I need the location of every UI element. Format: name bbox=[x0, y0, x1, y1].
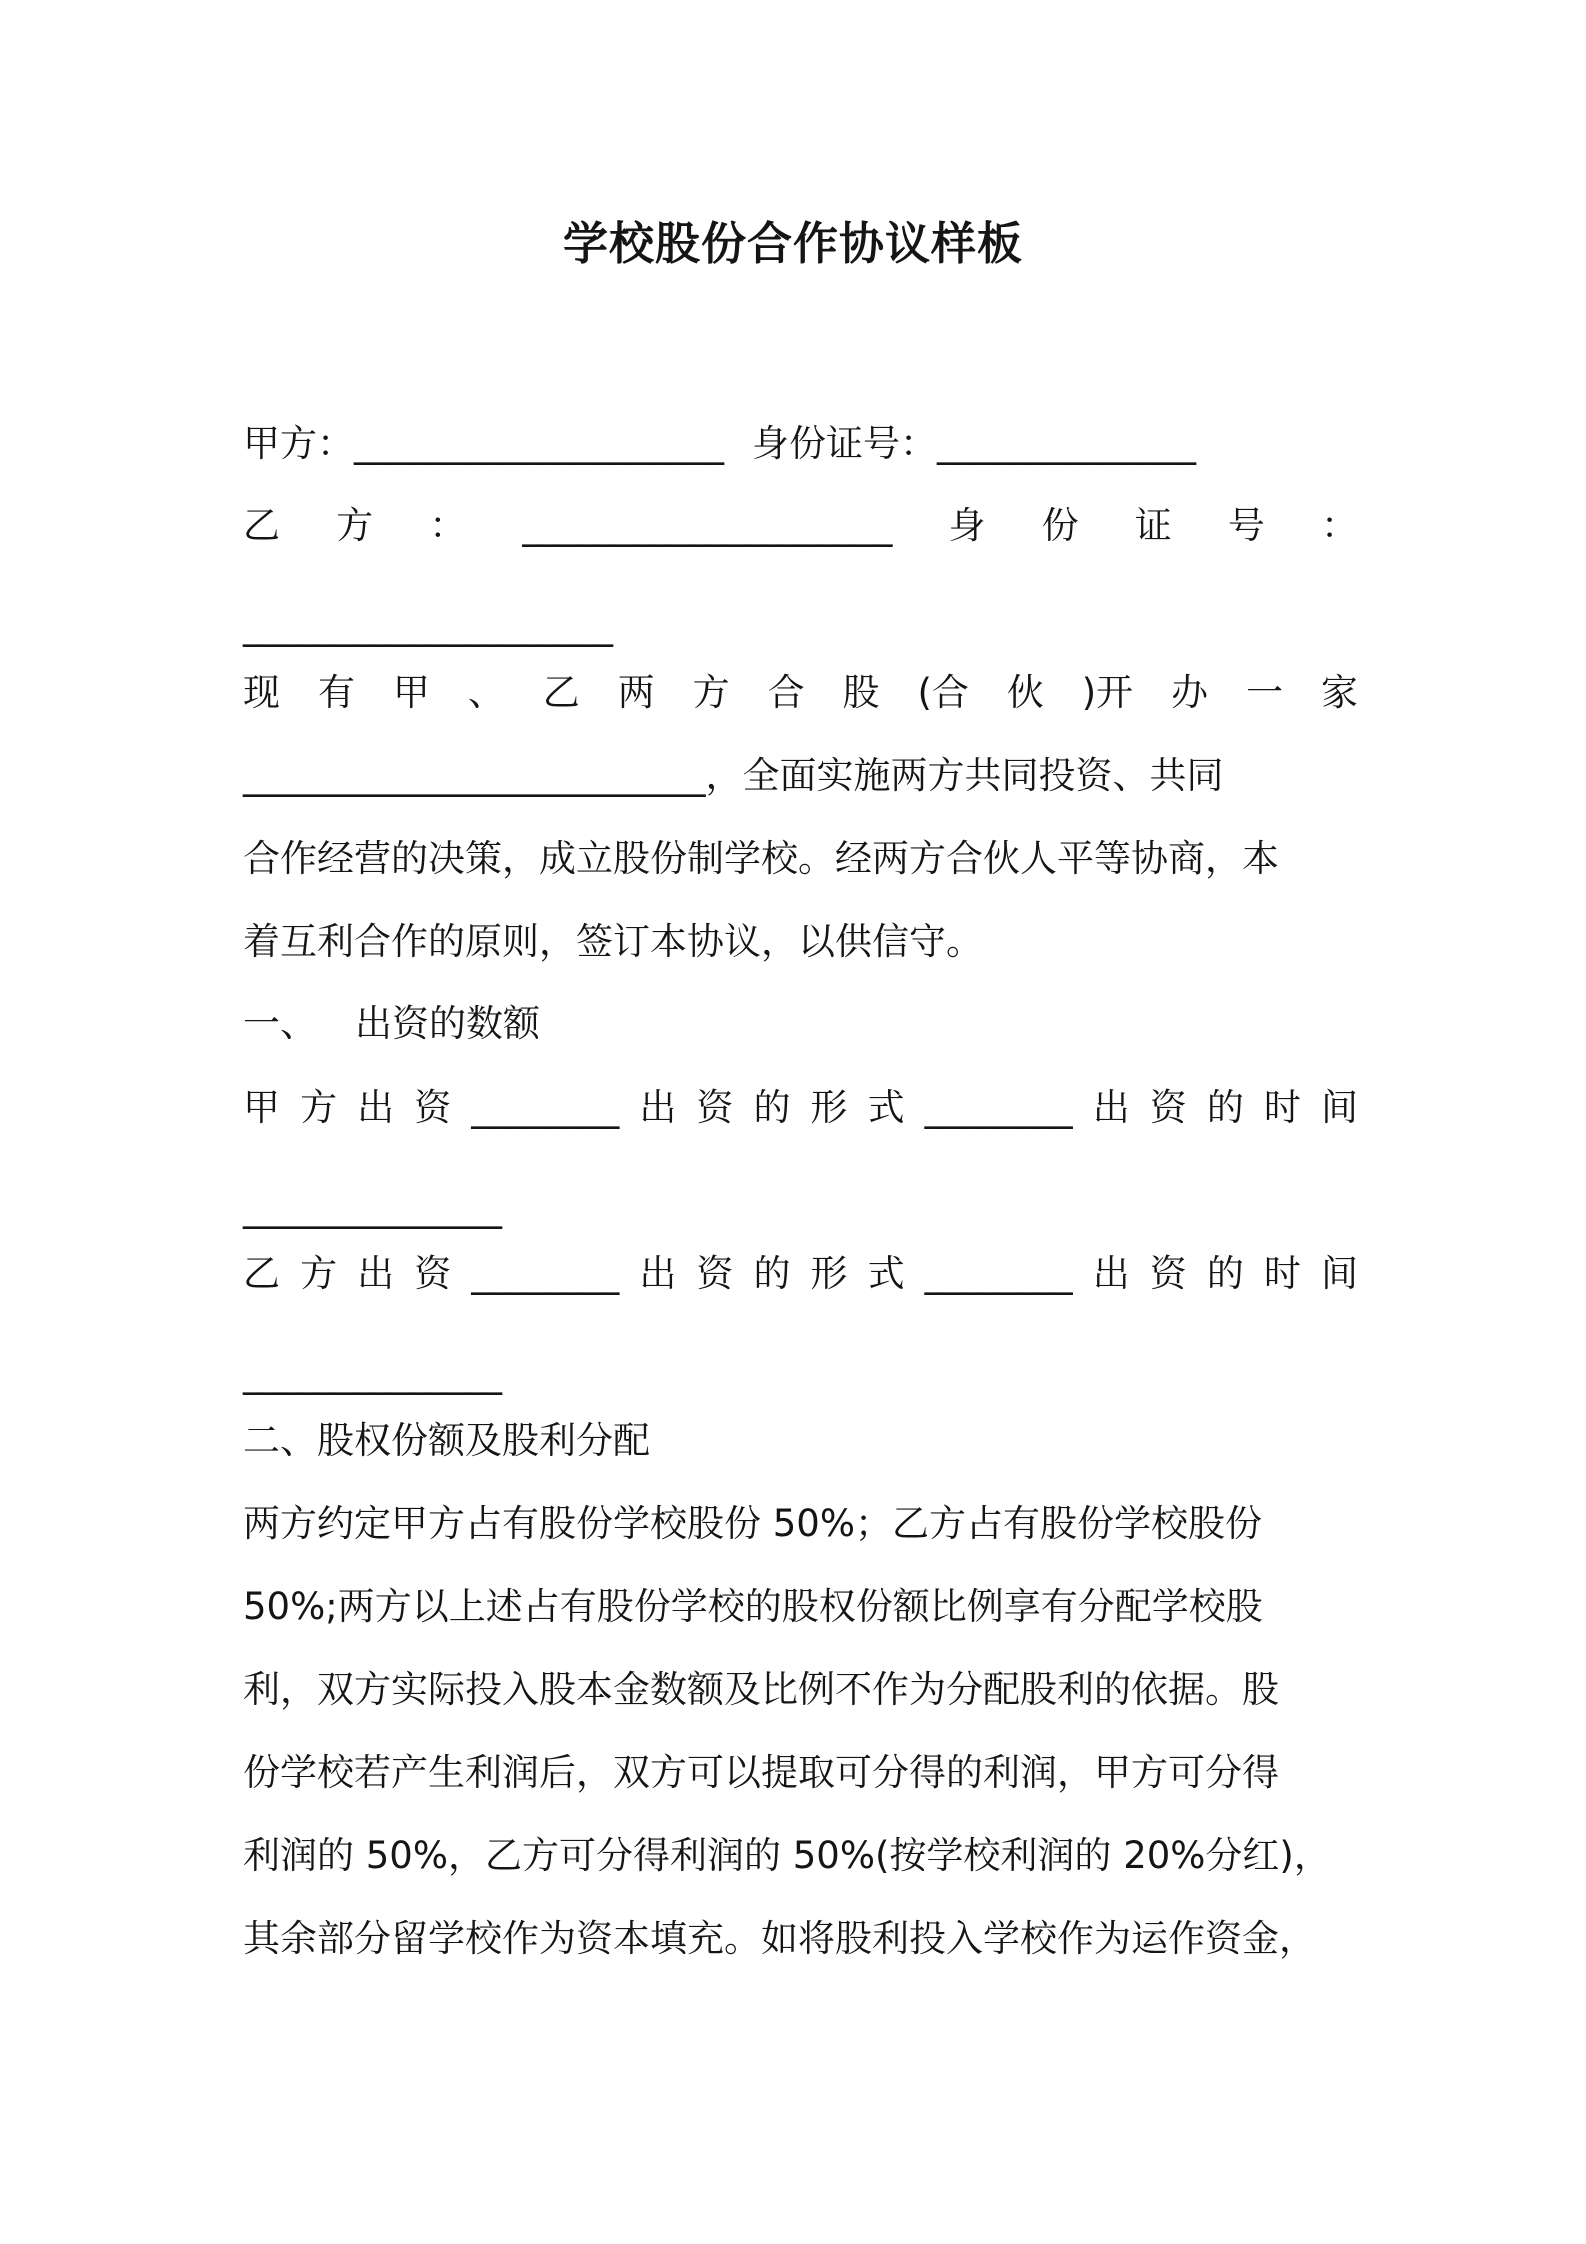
intro-char: 家 bbox=[1321, 671, 1358, 714]
intro-char: 股 bbox=[842, 671, 880, 714]
intro-char: 现 bbox=[243, 671, 280, 714]
party-b-time-blank: ______________ bbox=[243, 1352, 502, 1395]
school-name-blank: _________________________ bbox=[243, 754, 706, 797]
party-a-contribution-row bbox=[243, 1082, 1358, 1134]
row-char: 甲 bbox=[243, 1086, 280, 1129]
party-a-time-blank: ______________ bbox=[243, 1186, 502, 1229]
row-char: 资 bbox=[696, 1252, 734, 1295]
row-char: 时 bbox=[1263, 1086, 1301, 1129]
section-1-number: 一、 bbox=[243, 1002, 317, 1045]
party-a-amount-blank: ________ bbox=[471, 1086, 620, 1129]
row-char: 的 bbox=[1206, 1086, 1244, 1129]
row-char: 乙 bbox=[243, 1252, 280, 1295]
party-b-amount-blank: ________ bbox=[471, 1252, 620, 1295]
section-2-line: 两方约定甲方占有股份学校股份 50%；乙方占有股份学校股份 bbox=[243, 1502, 1262, 1545]
party-a-line bbox=[243, 418, 1196, 470]
intro-char: (合 bbox=[917, 671, 969, 714]
intro-line-1 bbox=[243, 667, 1358, 719]
intro-char: 办 bbox=[1171, 671, 1209, 714]
row-char: 出 bbox=[639, 1252, 677, 1295]
section-2-line: 其余部分留学校作为资本填充。如将股利投入学校作为运作资金， bbox=[243, 1917, 1316, 1960]
party-a-id-blank: ______________ bbox=[937, 422, 1196, 465]
intro-char: 、 bbox=[467, 671, 505, 714]
row-char: 出 bbox=[357, 1086, 395, 1129]
row-char: 式 bbox=[867, 1086, 905, 1129]
section-2-line: 50%;两方以上述占有股份学校的股权份额比例享有分配学校股 bbox=[243, 1585, 1263, 1628]
party-b-contribution-row bbox=[243, 1248, 1358, 1300]
intro-char: 两 bbox=[617, 671, 655, 714]
section-2-line: 利润的 50%，乙方可分得利润的 50%(按学校利润的 20%分红)， bbox=[243, 1834, 1331, 1877]
party-b-form-blank: ________ bbox=[924, 1252, 1073, 1295]
row-char: 资 bbox=[1149, 1086, 1187, 1129]
row-char: 方 bbox=[300, 1086, 338, 1129]
party-b-id-char: 份 bbox=[1041, 504, 1079, 547]
party-a-label: 甲方： bbox=[243, 422, 354, 465]
party-b-id-char: ： bbox=[1321, 504, 1358, 547]
row-char: 出 bbox=[639, 1086, 677, 1129]
row-char: 方 bbox=[300, 1252, 338, 1295]
row-char: 时 bbox=[1263, 1252, 1301, 1295]
party-a-form-blank: ________ bbox=[924, 1086, 1073, 1129]
party-b-char: 方 bbox=[336, 504, 374, 547]
row-char: 形 bbox=[810, 1252, 848, 1295]
row-char: 式 bbox=[867, 1252, 905, 1295]
section-1-heading bbox=[243, 998, 540, 1050]
intro-char: 合 bbox=[767, 671, 805, 714]
intro-line-2-text: ，全面实施两方共同投资、共同 bbox=[705, 754, 1224, 797]
row-char: 资 bbox=[414, 1086, 452, 1129]
party-b-name-blank: ____________________ bbox=[522, 504, 893, 547]
intro-char: 一 bbox=[1246, 671, 1284, 714]
party-b-char: 乙 bbox=[243, 504, 280, 547]
row-char: 间 bbox=[1320, 1252, 1358, 1295]
section-2-heading: 二、股权份额及股利分配 bbox=[243, 1419, 650, 1462]
party-a-id-label: 身份证号： bbox=[752, 422, 937, 465]
intro-line-2 bbox=[243, 750, 1224, 802]
party-b-id-blank: ____________________ bbox=[243, 604, 613, 647]
party-b-line bbox=[243, 500, 1358, 552]
intro-line-3: 合作经营的决策，成立股份制学校。经两方合伙人平等协商，本 bbox=[243, 837, 1279, 880]
section-2-line: 份学校若产生利润后，双方可以提取可分得的利润，甲方可分得 bbox=[243, 1751, 1279, 1794]
intro-char: 有 bbox=[317, 671, 355, 714]
intro-char: 乙 bbox=[542, 671, 580, 714]
section-2-line: 利，双方实际投入股本金数额及比例不作为分配股利的依据。股 bbox=[243, 1668, 1279, 1711]
row-char: 资 bbox=[1149, 1252, 1187, 1295]
row-char: 出 bbox=[1092, 1252, 1130, 1295]
row-char: 形 bbox=[810, 1086, 848, 1129]
row-char: 的 bbox=[753, 1086, 791, 1129]
party-b-id-char: 号 bbox=[1227, 504, 1265, 547]
intro-char: 伙 bbox=[1006, 671, 1044, 714]
intro-char: 方 bbox=[692, 671, 730, 714]
row-char: 资 bbox=[414, 1252, 452, 1295]
document-title: 学校股份合作协议样板 bbox=[562, 217, 1023, 270]
intro-char: )开 bbox=[1081, 671, 1134, 714]
party-a-name-blank: ____________________ bbox=[354, 422, 724, 465]
row-char: 资 bbox=[696, 1086, 734, 1129]
intro-line-4: 着互利合作的原则，签订本协议，以供信守。 bbox=[243, 920, 983, 963]
intro-char: 甲 bbox=[392, 671, 430, 714]
row-char: 间 bbox=[1320, 1086, 1358, 1129]
party-b-char: ： bbox=[429, 504, 467, 547]
party-b-id-char: 身 bbox=[948, 504, 986, 547]
party-b-id-char: 证 bbox=[1134, 504, 1172, 547]
row-char: 的 bbox=[1206, 1252, 1244, 1295]
row-char: 出 bbox=[1092, 1086, 1130, 1129]
section-1-title: 出资的数额 bbox=[355, 1002, 540, 1045]
row-char: 出 bbox=[357, 1252, 395, 1295]
row-char: 的 bbox=[753, 1252, 791, 1295]
